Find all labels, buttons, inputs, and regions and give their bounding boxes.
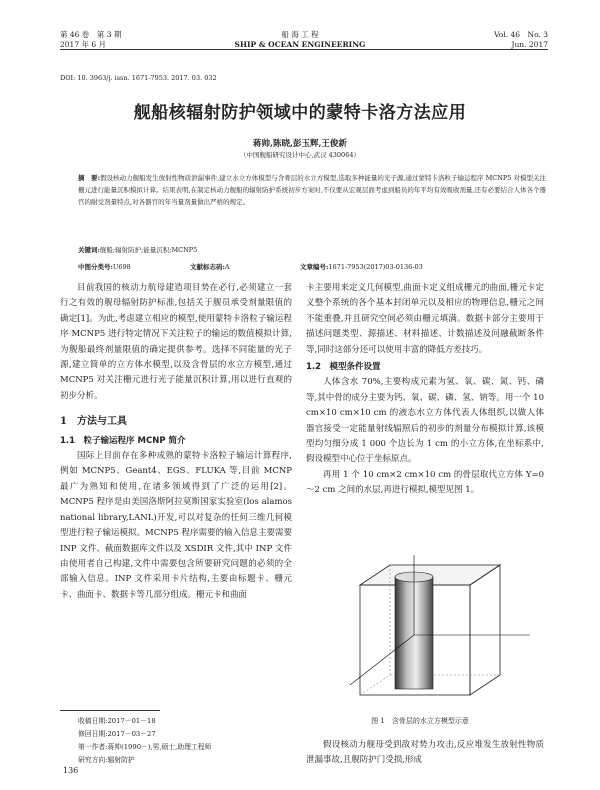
doi: DOI: 10. 3963/j. issn. 1671-7953. 2017. 03. 032 xyxy=(60,74,217,82)
right-bottom-paragraph: 假设核动力舰母受到敌对势力攻击,反应堆发生放射性物质泄漏事故,且舰防护门受损,形成 xyxy=(306,740,544,766)
footnote-revised: 修回日期:2017－03－27 xyxy=(78,730,156,738)
header-date: 2017 年 6 月 xyxy=(60,40,107,49)
right-column xyxy=(306,281,544,499)
section-1-1-text: 国际上目前存在多种成熟的蒙特卡洛粒子输运计算程序,例如 MCNP5、Geant4、EGS、FLUKA 等,目前 MCNP 最广为熟知和使用,在诸多领域得到了广泛的运用[2]。MCNP5 程序是由美国洛斯阿拉莫斯国家实验室(los alamos national library,LANL)开发,可以对复杂的任何三维几何模型进行粒子输运模拟。MCNP5 程序需要的输入信息主要需要 INP 文件、截面数据库文件以及 XSDIR 文件,其中 INP 文件由使用者自己构建,文件中需要包含所要研究问题的必须的全部输入信息。INP 文件采用卡片结构,主要由标题卡、栅元卡、曲面卡、数据卡等几部分组成。栅元卡和曲面 xyxy=(60,451,292,600)
art-label: 文章编号: xyxy=(300,263,329,271)
intro-paragraph: 目前我国的核动力航母建造项目势在必行,必须建立一套行之有效的舰母辐射防护标准,包括关于舰员承受剂量限值的确定[1]。为此,考虑建立相应的模型,使用蒙特卡洛粒子输运程序 MCNP5 进行特定情况下关注粒子的输运的数值模拟计算,为舰船最终剂量限值的确定提供参考。选择不同能量的光子源,建立简单的立方体水模型,以及含骨层的水立方模型,通过 MCNP5 对关注栅元进行光子能量沉积计算,用以进行直观的初步分析。 xyxy=(60,283,292,401)
header-volume: 第 46 卷 第 3 期 xyxy=(60,30,122,39)
abstract-label: 摘 要: xyxy=(78,174,101,182)
doc-label: 文献标志码: xyxy=(190,263,225,271)
abstract-text: 假设核动力舰船发生放射性物质泄漏事件,建立水立方体模型与含骨层的水立方模型,选取多种能量的光子源,通过蒙特卡洛粒子输运程序 MCNP5 对模型关注栅元进行能量沉积模拟计算。结果表明,在制定核动力舰船的辐射防护系统初步方案时,不仅要从宏观层面考虑到船员的年平均有效吸收剂量,还有必要结合人体各个器官的耐受剂量特点,对各器官的年当量剂量做出严格的规定。 xyxy=(78,174,546,206)
section-1-heading: 1 方法与工具 xyxy=(60,416,127,428)
journal-name-en: SHIP & OCEAN ENGINEERING xyxy=(234,40,366,49)
figure-caption: 图 1 含骨层的水立方模型示意 xyxy=(371,717,469,725)
right-para-1: 卡主要用来定义几何模型,曲面卡定义组成栅元的曲面,栅元卡定义整个系统的各个基本封闭单元以及相应的物理信息,栅元之间不能重叠,并且研究空间必须由栅元填满。数据卡部分主要用于描述问题类型、源描述、材料描述、计数描述及问融截断条件等,同时这部分还可以使用丰富的降低方差技巧。 xyxy=(306,283,544,355)
left-column xyxy=(60,281,292,603)
header-date-en: Jun. 2017 xyxy=(511,40,548,49)
section-1-2-text-2: 再用 1 个 10 cm×2 cm×10 cm 的骨层取代立方体 Y=0～2 cm 之间的水层,再进行模拟,模型见图 1。 xyxy=(306,469,544,496)
journal-name-cn: 船 海 工 程 xyxy=(281,30,319,39)
cube-side-face xyxy=(470,565,500,695)
footnote-author: 第一作者:蒋帅(1990－),男,硕士,助理工程师 xyxy=(78,743,212,751)
doc-code xyxy=(190,262,230,271)
page-number: 136 xyxy=(63,766,79,775)
section-1-2-text-1: 人体含水 70%,主要构成元素为氢、氧、碳、氮、钙、磷等,其中骨的成分主要为钙、氧、碳、磷、氢、钠等。用一个 10 cm×10 cm×10 cm 的液态水立方体代表人体组织,以做人体器官接受一定能量射线辐照后的初步的剂量分布模拟计算,该模型均匀细分成 1 000 个边长为 1 cm 的小立方体,在坐标系中,假设模型中心位于坐标原点。 xyxy=(306,377,544,465)
abstract xyxy=(78,172,546,208)
footnote-rule xyxy=(60,710,160,711)
article-number xyxy=(300,262,423,271)
paper-title: 舰船核辐射防护领域中的蒙特卡洛方法应用 xyxy=(133,103,467,123)
header-volume-en: Vol. 46 No. 3 xyxy=(494,30,548,39)
authors: 蒋帅,陈晓,彭玉辉,王俊新 xyxy=(253,139,347,149)
keywords xyxy=(78,245,197,254)
clc-value: U698 xyxy=(112,263,131,271)
section-1-1-heading: 1.1 粒子输运程序 MCNP 简介 xyxy=(60,435,186,446)
clc-label: 中图分类号: xyxy=(78,263,113,271)
cube-hidden-edge-3 xyxy=(360,675,390,695)
keywords-text: 舰船;辐射防护;能量沉积;MCNP5 xyxy=(99,246,198,254)
keywords-label: 关键词: xyxy=(78,246,100,254)
clc-number xyxy=(78,262,131,271)
section-1-2-heading: 1.2 模型条件设置 xyxy=(306,362,381,373)
affiliation: （中国舰船研究设计中心,武汉 430064） xyxy=(240,151,360,159)
figure-1-cube-model xyxy=(330,555,540,705)
footnote-received: 收稿日期:2017－01－18 xyxy=(78,717,156,725)
header-rule xyxy=(60,49,548,50)
art-value: 1671-7953(2017)03-0136-03 xyxy=(328,263,423,271)
doc-value: A xyxy=(224,263,230,271)
footnote-field: 研究方向:辐射防护 xyxy=(78,756,135,764)
